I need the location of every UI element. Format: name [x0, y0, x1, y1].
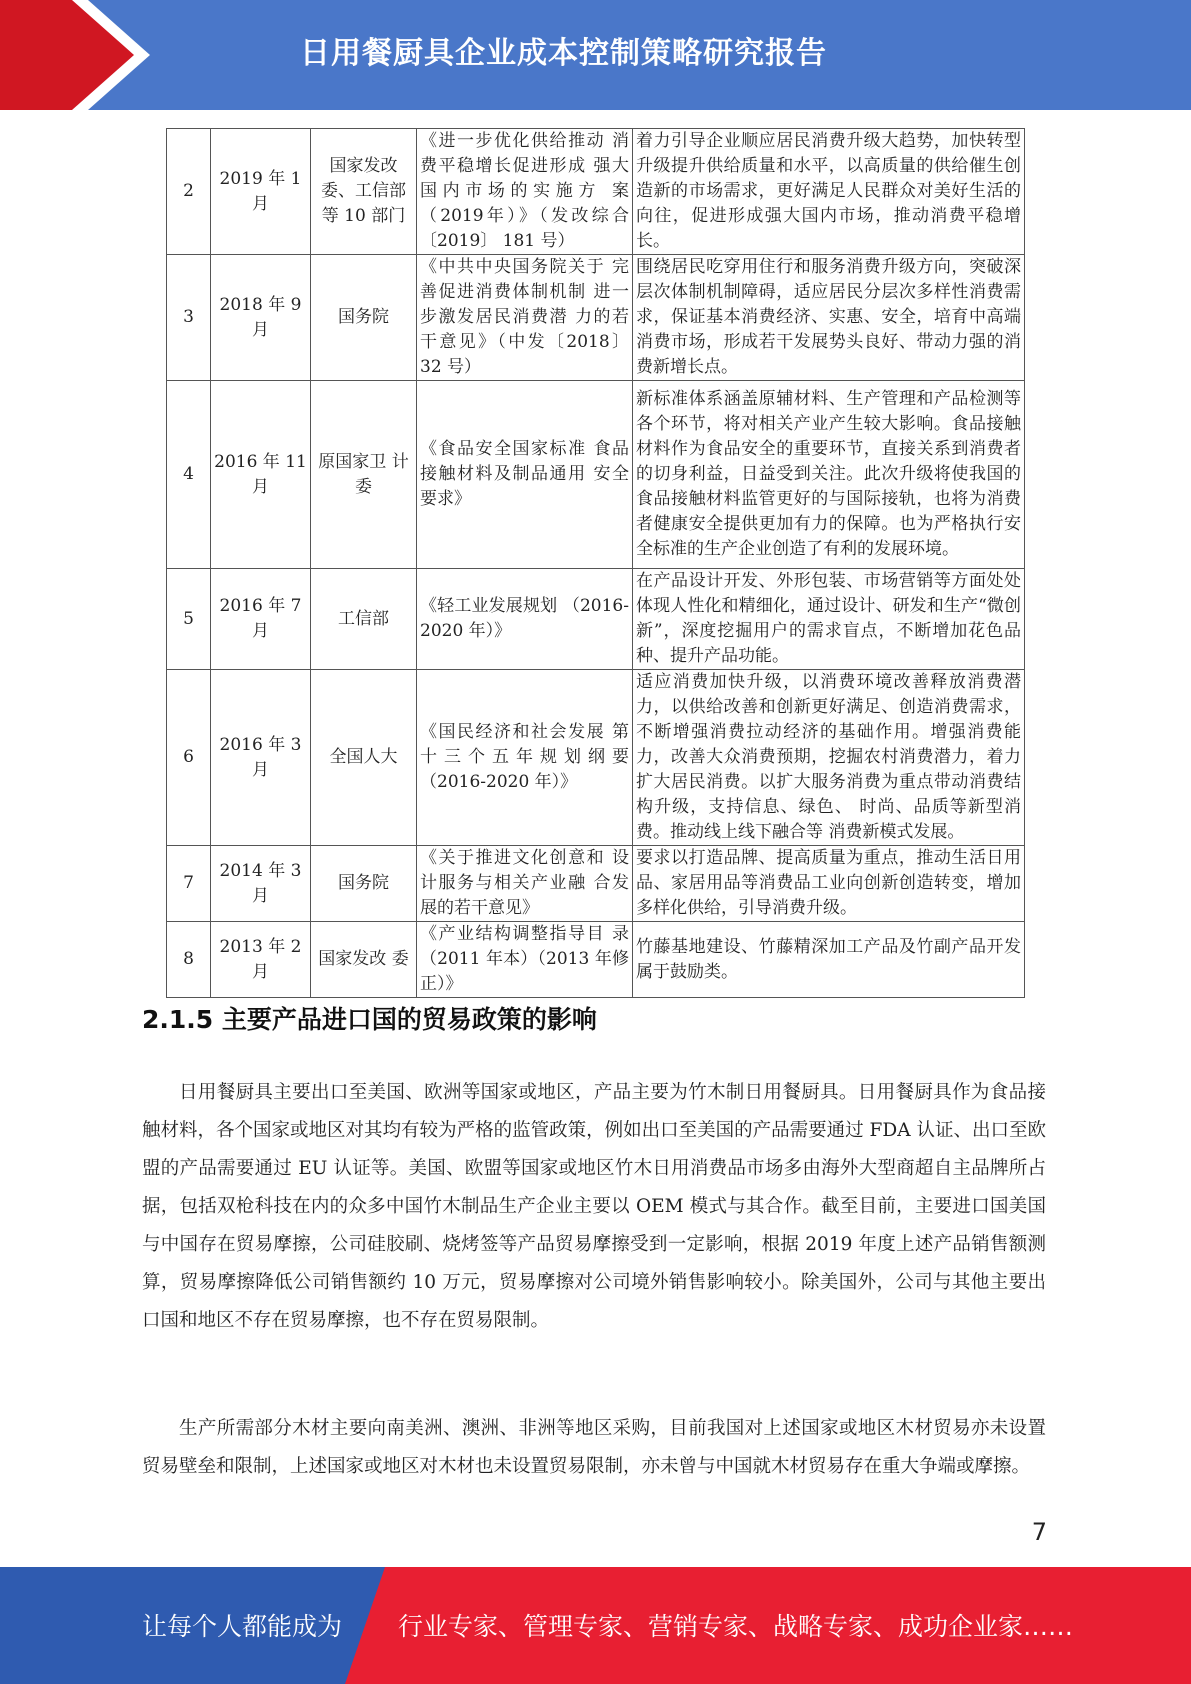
- section-heading: 2.1.5 主要产品进口国的贸易政策的影响: [142, 1005, 597, 1034]
- cell-content: 要求以打造品牌、提高质量为重点，推动生活日用品、家居用品等消费品工业向创新创造转变，增加多样化供给，引导消费升级。: [633, 846, 1025, 922]
- cell-content: 适应消费加快升级，以消费环境改善释放消费潜力，以供给改善和创新更好满足、创造消费需求，不断增强消费拉动经济的基础作用。增强消费能力，改善大众消费预期，挖掘农村消费潜力，着力扩大居民消费。以扩大服务消费为重点带动消费结构升级，支持信息、绿色、 时尚、品质等新型消费。推动线上线下融合等 消费新模式发展。: [633, 670, 1025, 846]
- cell-no: 5: [167, 569, 211, 670]
- page-header: [0, 0, 1191, 110]
- cell-content: 新标准体系涵盖原辅材料、生产管理和产品检测等各个环节，将对相关产业产生较大影响。食品接触材料作为食品安全的重要环节，直接关系到消费者的切身利益，日益受到关注。此次升级将使我国的食品接触材料监管更好的与国际接轨，也将为消费者健康安全提供更加有力的保障。也为严格执行安全标准的生产企业创造了有利的发展环境。: [633, 381, 1025, 569]
- cell-content: 竹藤基地建设、竹藤精深加工产品及竹副产品开发属于鼓励类。: [633, 922, 1025, 998]
- table-row: [167, 922, 1025, 998]
- page-footer: [0, 1567, 1191, 1684]
- table-row: [167, 129, 1025, 255]
- cell-date: 2013 年 2 月: [211, 922, 311, 998]
- cell-dept: 国务院: [311, 846, 417, 922]
- cell-date: 2019 年 1 月: [211, 129, 311, 255]
- body-paragraph: 生产所需部分木材主要向南美洲、澳洲、非洲等地区采购，目前我国对上述国家或地区木材贸易亦未设置贸易壁垒和限制，上述国家或地区对木材也未设置贸易限制，亦未曾与中国就木材贸易存在重大争端或摩擦。: [142, 1418, 1046, 1477]
- cell-date: 2018 年 9 月: [211, 255, 311, 381]
- cell-date: 2016 年 3 月: [211, 670, 311, 846]
- cell-no: 4: [167, 381, 211, 569]
- cell-doc: 《进一步优化供给推动 消费平稳增长促进形成 强大国内市场的实施方 案（2019年）》（发改综合〔2019〕 181 号）: [417, 129, 633, 255]
- cell-content: 在产品设计开发、外形包装、市场营销等方面处处体现人性化和精细化，通过设计、研发和生产“微创新”，深度挖掘用户的需求盲点，不断增加花色品种、提升产品功能。: [633, 569, 1025, 670]
- cell-dept: 国务院: [311, 255, 417, 381]
- cell-no: 2: [167, 129, 211, 255]
- cell-content: 围绕居民吃穿用住行和服务消费升级方向，突破深层次体制机制障碍，适应居民分层次多样性消费需求，保证基本消费经济、实惠、安全，培育中高端消费市场，形成若干发展势头良好、带动力强的消费新增长点。: [633, 255, 1025, 381]
- cell-date: 2014 年 3 月: [211, 846, 311, 922]
- cell-dept: 工信部: [311, 569, 417, 670]
- cell-dept: 国家发改委、工信部等 10 部门: [311, 129, 417, 255]
- cell-date: 2016 年 7 月: [211, 569, 311, 670]
- cell-dept: 全国人大: [311, 670, 417, 846]
- page-number: 7: [1031, 1518, 1047, 1546]
- cell-doc: 《产业结构调整指导目 录（2011 年本）（2013 年修正）》: [417, 922, 633, 998]
- table-row: [167, 381, 1025, 569]
- header-arrow-icon: [0, 0, 140, 110]
- table-row: [167, 569, 1025, 670]
- cell-no: 3: [167, 255, 211, 381]
- footer-slogan-left: 让每个人都能成为: [142, 1612, 343, 1641]
- cell-dept: 国家发改 委: [311, 922, 417, 998]
- cell-dept: 原国家卫 计委: [311, 381, 417, 569]
- policy-table: [166, 128, 1025, 998]
- cell-doc: 《关于推进文化创意和 设计服务与相关产业融 合发展的若干意见》: [417, 846, 633, 922]
- cell-no: 8: [167, 922, 211, 998]
- table-row: [167, 255, 1025, 381]
- cell-doc: 《中共中央国务院关于 完善促进消费体制机制 进一步激发居民消费潜 力的若干意见》（中发〔2018〕 32 号）: [417, 255, 633, 381]
- table-row: [167, 846, 1025, 922]
- cell-content: 着力引导企业顺应居民消费升级大趋势，加快转型升级提升供给质量和水平，以高质量的供给催生创造新的市场需求，更好满足人民群众对美好生活的向往，促进形成强大国内市场，推动消费平稳增长。: [633, 129, 1025, 255]
- cell-doc: 《国民经济和社会发展 第十三个五年规划纲要 （2016-2020 年）》: [417, 670, 633, 846]
- footer-slogan-right: 行业专家、管理专家、营销专家、战略专家、成功企业家……: [398, 1612, 1074, 1641]
- table-row: [167, 670, 1025, 846]
- body-paragraph: 日用餐厨具主要出口至美国、欧洲等国家或地区，产品主要为竹木制日用餐厨具。日用餐厨具作为食品接触材料，各个国家或地区对其均有较为严格的监管政策，例如出口至美国的产品需要通过 FDA 认证、出口至欧盟的产品需要通过 EU 认证等。美国、欧盟等国家或地区竹木日用消费品市场多由海外大型商超自主品牌所占据，包括双枪科技在内的众多中国竹木制品生产企业主要以 OEM 模式与其合作。截至目前，主要进口国美国与中国存在贸易摩擦，公司硅胶刷、烧烤签等产品贸易摩擦受到一定影响，根据 2019 年度上述产品销售额测算，贸易摩擦降低公司销售额约 10 万元，贸易摩擦对公司境外销售影响较小。除美国外，公司与其他主要出口国和地区不存在贸易摩擦，也不存在贸易限制。: [142, 1082, 1046, 1331]
- cell-doc: 《食品安全国家标准 食品接触材料及制品通用 安全要求》: [417, 381, 633, 569]
- report-title: 日用餐厨具企业成本控制策略研究报告: [300, 36, 827, 71]
- cell-no: 7: [167, 846, 211, 922]
- cell-doc: 《轻工业发展规划 （2016-2020 年）》: [417, 569, 633, 670]
- cell-date: 2016 年 11 月: [211, 381, 311, 569]
- cell-no: 6: [167, 670, 211, 846]
